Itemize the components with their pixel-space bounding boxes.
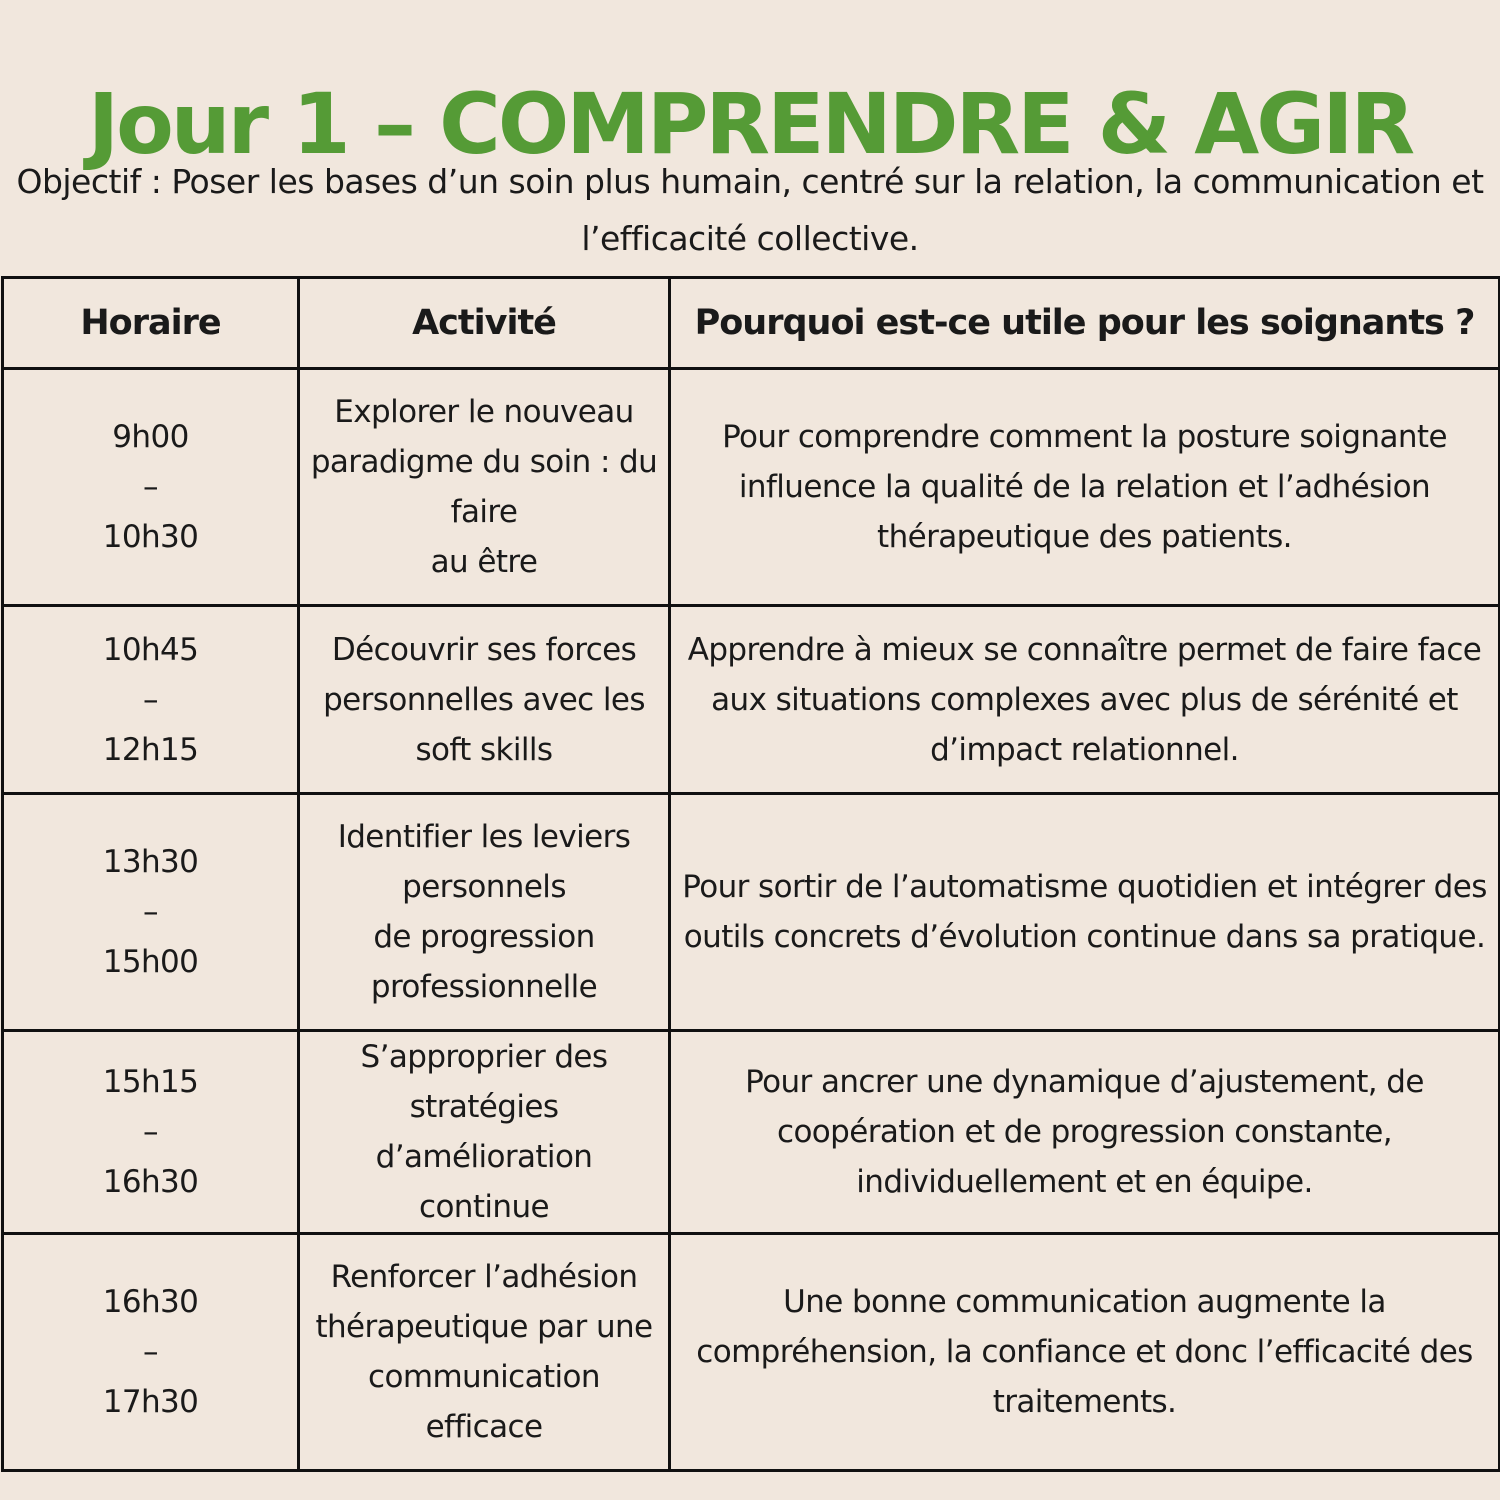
time-cell [3, 794, 299, 1031]
time-cell [3, 369, 299, 606]
end-time: 16h30 [102, 1164, 199, 1200]
why-cell: Une bonne communication augmente la compréhension, la confiance et donc l’efficacité des traitements. [670, 1234, 1500, 1471]
why-cell: Pour comprendre comment la posture soignante influence la qualité de la relation et l’adhésion thérapeutique des patients. [670, 369, 1500, 606]
end-time: 10h30 [102, 519, 199, 555]
start-time: 16h30 [102, 1284, 199, 1320]
time-dash: – [143, 1334, 158, 1370]
time-dash: – [143, 1114, 158, 1150]
table-row [3, 369, 1500, 606]
time-cell [3, 606, 299, 794]
table-row [3, 794, 1500, 1031]
table-header-row [3, 278, 1500, 369]
why-cell: Pour ancrer une dynamique d’ajustement, de coopération et de progression constante, individuellement et en équipe. [670, 1031, 1500, 1234]
end-time: 17h30 [102, 1384, 199, 1420]
time-dash: – [143, 469, 158, 505]
activity-cell: Découvrir ses forces personnelles avec les soft skills [299, 606, 670, 794]
objective-text: Objectif : Poser les bases d’un soin plus humain, centré sur la relation, la communication et l’efficacité collective. [16, 162, 1484, 258]
activity-cell: S’approprier des stratégies d’amélioration continue [299, 1031, 670, 1234]
page-title: Jour 1 – COMPRENDRE & AGIR [87, 75, 1413, 174]
table-row [3, 1234, 1500, 1471]
activity-cell: Explorer le nouveau paradigme du soin : du faire au être [299, 369, 670, 606]
table-row [3, 606, 1500, 794]
end-time: 15h00 [102, 944, 199, 980]
header-activite: Activité [299, 278, 670, 369]
end-time: 12h15 [102, 731, 199, 768]
time-dash: – [143, 681, 158, 718]
time-cell [3, 1234, 299, 1471]
activity-cell: Identifier les leviers personnels de progression professionnelle [299, 794, 670, 1031]
time-dash: – [143, 894, 158, 930]
activity-cell: Renforcer l’adhésion thérapeutique par une communication efficace [299, 1234, 670, 1471]
why-cell: Apprendre à mieux se connaître permet de faire face aux situations complexes avec plus de sérénité et d’impact relationnel. [670, 606, 1500, 794]
header-horaire: Horaire [3, 278, 299, 369]
table-row [3, 1031, 1500, 1234]
start-time: 10h45 [102, 631, 199, 668]
header-pourquoi: Pourquoi est-ce utile pour les soignants ? [670, 278, 1500, 369]
start-time: 15h15 [102, 1064, 199, 1100]
why-cell: Pour sortir de l’automatisme quotidien et intégrer des outils concrets d’évolution continue dans sa pratique. [670, 794, 1500, 1031]
time-cell [3, 1031, 299, 1234]
schedule-table [1, 276, 1500, 1472]
start-time: 13h30 [102, 844, 199, 880]
start-time: 9h00 [112, 419, 189, 455]
